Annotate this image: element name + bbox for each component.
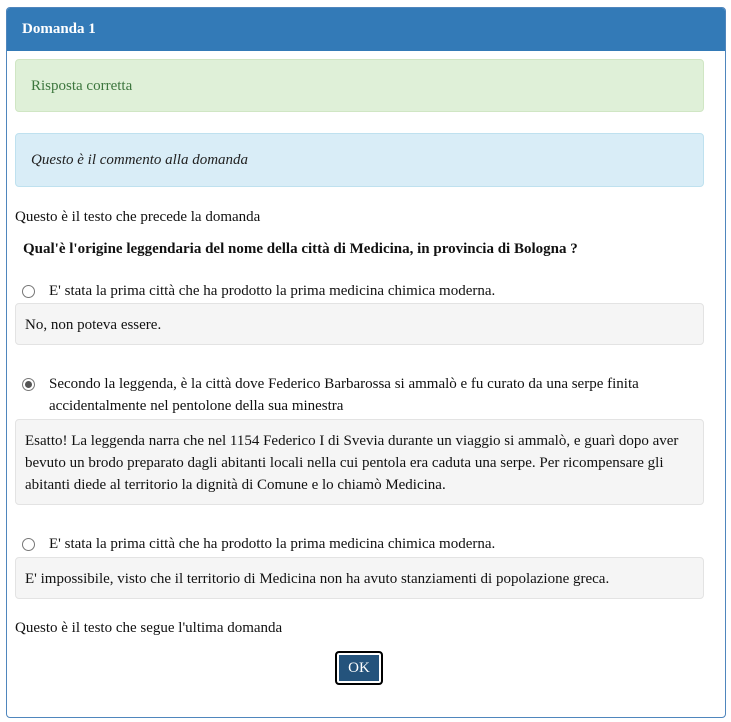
feedback-option-1: No, non poteva essere.	[15, 303, 704, 345]
radio-option-2[interactable]	[22, 378, 35, 391]
answer-option-3[interactable]	[22, 535, 495, 555]
radio-option-3[interactable]	[22, 538, 35, 551]
panel-title: Domanda 1	[7, 8, 725, 51]
answer-option-1-label: E' stata la prima città che ha prodotto la prima medicina chimica moderna.	[49, 283, 496, 299]
answer-option-2-line1: Secondo la leggenda, è la città dove Federico Barbarossa si ammalò e fu curato da una serpe finita	[49, 376, 639, 392]
answer-option-2[interactable]	[22, 375, 639, 417]
comment-box: Questo è il commento alla domanda	[15, 133, 704, 187]
result-alert: Risposta corretta	[15, 59, 704, 112]
question-text: Qual'è l'origine leggendaria del nome della città di Medicina, in provincia di Bologna ?	[23, 241, 578, 257]
pre-question-text: Questo è il testo che precede la domanda	[15, 209, 261, 225]
question-panel	[6, 7, 726, 718]
answer-option-2-label	[49, 373, 639, 417]
answer-option-3-label: E' stata la prima città che ha prodotto la prima medicina chimica moderna.	[49, 536, 496, 552]
post-question-text: Questo è il testo che segue l'ultima domanda	[15, 620, 283, 636]
radio-option-1[interactable]	[22, 285, 35, 298]
feedback-option-2: Esatto! La leggenda narra che nel 1154 Federico I di Svevia durante un viaggio si ammalò, e guarì dopo aver bevuto un brodo preparato dagli abitanti locali nella cui pentola era caduta una serpe. Per ricompensare gli abitanti diede al territorio la dignità di Comune e lo chiamò Medicina.	[15, 419, 704, 505]
answer-option-1[interactable]	[22, 282, 495, 302]
answer-option-2-line2: accidentalmente nel pentolone della sua minestra	[49, 398, 344, 414]
ok-button[interactable]: OK	[335, 651, 383, 685]
feedback-option-3: E' impossibile, visto che il territorio di Medicina non ha avuto stanziamenti di popolazione greca.	[15, 557, 704, 599]
